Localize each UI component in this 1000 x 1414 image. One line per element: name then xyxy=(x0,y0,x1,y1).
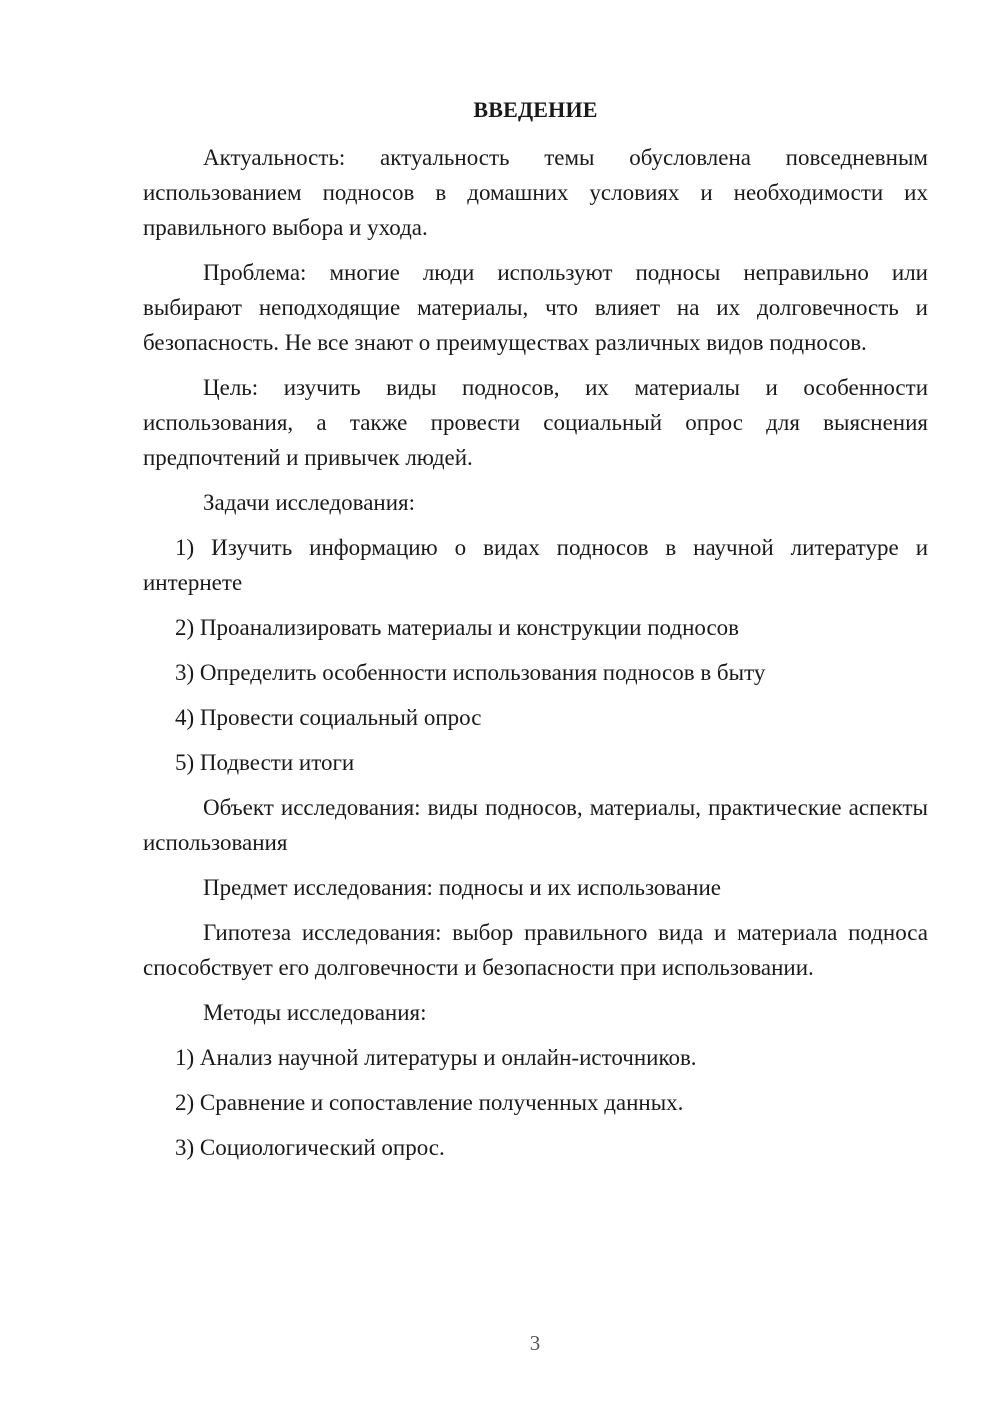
tasks-title: Задачи исследования: xyxy=(203,490,416,515)
task-item-2: 2) Проанализировать материалы и конструкции подносов xyxy=(175,615,740,640)
method-item-2: 2) Сравнение и сопоставление полученных данных. xyxy=(175,1090,684,1115)
subject-paragraph: Предмет исследования: подносы и их использование xyxy=(203,875,721,900)
goal-paragraph: Цель: изучить виды подносов, их материалы и особенности использования, а также провести социальный опрос для выяснения предпочтений и привычек людей. xyxy=(143,375,928,470)
method-item-3: 3) Социологический опрос. xyxy=(175,1135,445,1160)
problem-paragraph: Проблема: многие люди используют подносы неправильно или выбирают неподходящие материалы, что влияет на их долговечность и безопасность. Не все знают о преимуществах различных видов подносов. xyxy=(143,260,928,355)
method-item-1: 1) Анализ научной литературы и онлайн-источников. xyxy=(175,1045,697,1070)
task-item-5: 5) Подвести итоги xyxy=(175,750,355,775)
page-number: 3 xyxy=(529,1331,541,1355)
hypothesis-paragraph: Гипотеза исследования: выбор правильного вида и материала подноса способствует его долговечности и безопасности при использовании. xyxy=(143,920,928,980)
page-content xyxy=(143,94,928,1175)
task-item-3: 3) Определить особенности использования подносов в быту xyxy=(175,660,766,685)
section-heading: ВВЕДЕНИЕ xyxy=(473,97,598,122)
methods-title: Методы исследования: xyxy=(203,1000,427,1025)
task-item-1: 1) Изучить информацию о видах подносов в научной литературе и интернете xyxy=(143,535,928,595)
object-paragraph: Объект исследования: виды подносов, материалы, практические аспекты использования xyxy=(143,795,928,855)
task-item-4: 4) Провести социальный опрос xyxy=(175,705,482,730)
relevance-paragraph: Актуальность: актуальность темы обусловлена повседневным использованием подносов в домашних условиях и необходимости их правильного выбора и ухода. xyxy=(143,145,928,240)
